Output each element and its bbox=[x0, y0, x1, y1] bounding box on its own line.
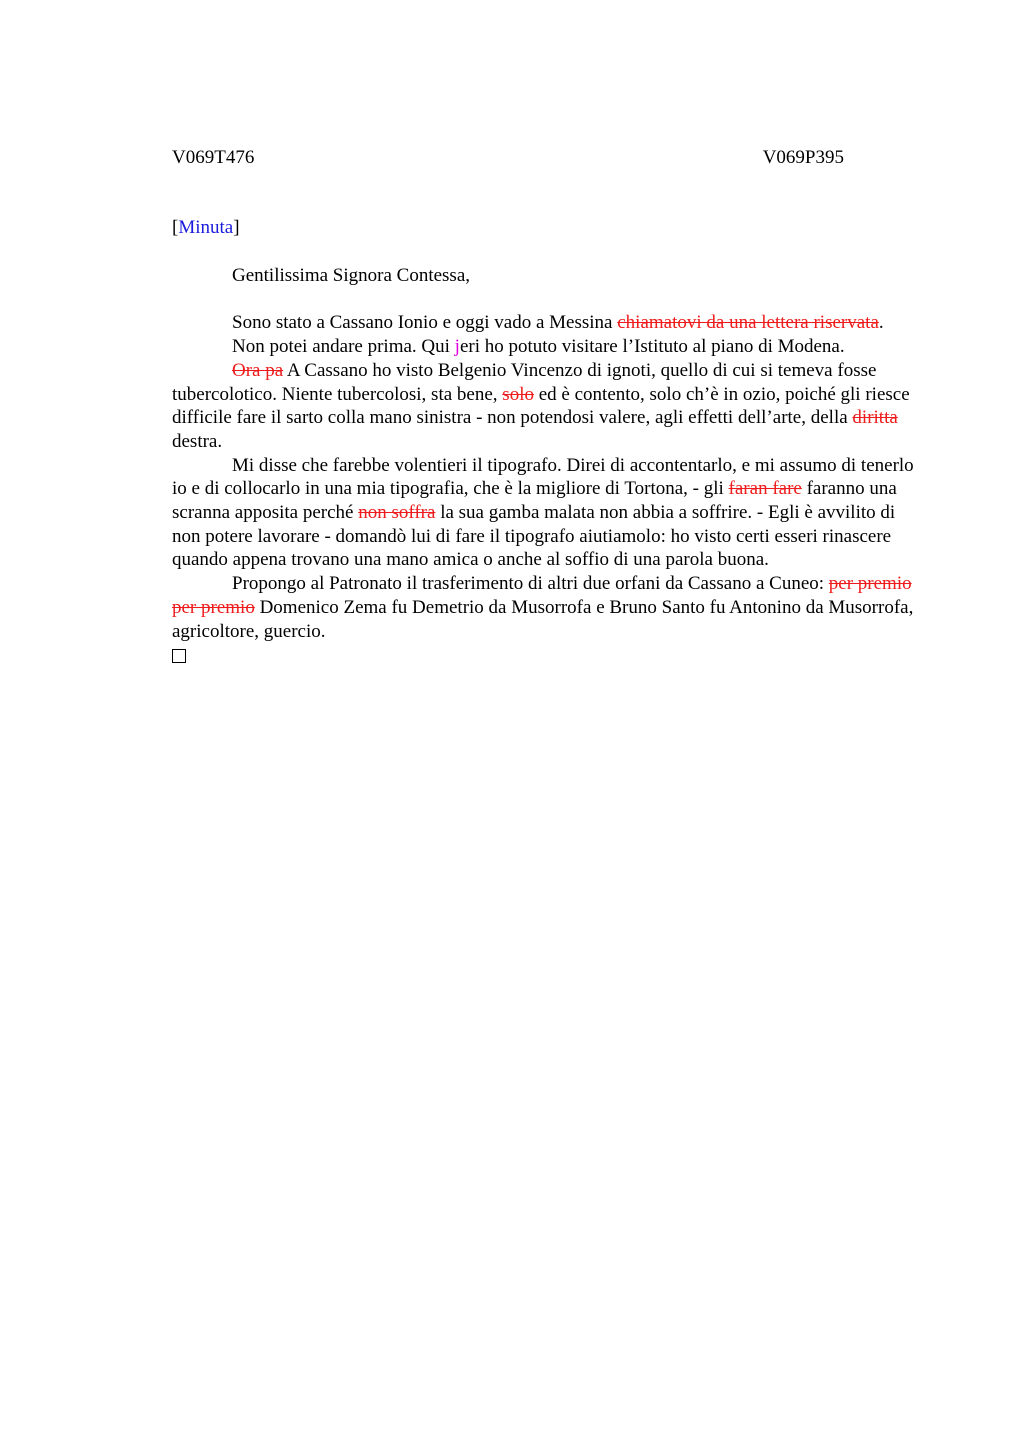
deleted-text: faran fare bbox=[728, 478, 802, 500]
paragraph-4 bbox=[172, 454, 924, 573]
deleted-text: chiamatovi da una lettera riservata bbox=[617, 312, 879, 334]
paragraph-text: eri ho potuto visitare l’Istituto al piano di Modena. bbox=[459, 336, 845, 358]
inserted-letter: j bbox=[454, 336, 460, 358]
paragraph-text: Non potei andare prima. Qui bbox=[232, 336, 455, 358]
label-minuta: Minuta bbox=[178, 217, 234, 238]
paragraph-5 bbox=[172, 572, 924, 643]
end-marker-line bbox=[172, 643, 924, 670]
deleted-text: non soffra bbox=[358, 502, 436, 524]
paragraph-3 bbox=[172, 359, 924, 454]
volume-page-code: V069P395 bbox=[762, 147, 844, 168]
label-close-bracket: ] bbox=[233, 217, 240, 238]
empty-square-icon bbox=[172, 649, 186, 663]
paragraph-text: destra. bbox=[172, 430, 223, 452]
paragraph-text: . bbox=[878, 312, 884, 334]
deleted-text: solo bbox=[502, 383, 534, 405]
document-header bbox=[172, 146, 844, 172]
salutation: Gentilissima Signora Contessa, bbox=[232, 264, 471, 286]
paragraph-text: A Cassano ho visto Belgenio Vincenzo di ignoti, quello di cui si temeva fosse tubercolotico. Niente tubercolosi, sta bene, bbox=[172, 359, 877, 405]
deleted-text: Ora pa bbox=[232, 359, 284, 381]
paragraph-text: faranno una scranna apposita perché bbox=[172, 478, 897, 524]
paragraph-text: Propongo al Patronato il trasferimento di altri due orfani da Cassano a Cuneo: bbox=[232, 573, 829, 595]
paragraph-text: la sua gamba malata non abbia a soffrire. - Egli è avvilito di non potere lavorare - domandò lui di fare il tipografo aiutiamolo: ho visto certi esseri rinascere quando appena trovano una mano amica o anche al soffio di una parola buona. bbox=[172, 502, 896, 571]
deleted-text: per premio per premio bbox=[172, 573, 912, 618]
paragraph-1 bbox=[172, 311, 924, 335]
document-type-label bbox=[172, 216, 924, 240]
paragraph-text: Domenico Zema fu Demetrio da Musorrofa e Bruno Santo fu Antonino da Musorrofa, agricoltore, guercio. bbox=[172, 596, 914, 642]
volume-text-code: V069T476 bbox=[172, 147, 255, 168]
paragraph-2 bbox=[172, 335, 924, 359]
paragraph-text: Mi disse che farebbe volentieri il tipografo. Direi di accontentarlo, e mi assumo di tenerlo io e di collocarlo in una mia tipografia, che è la migliore di Tortona, - gli bbox=[172, 454, 914, 500]
paragraph-text: ed è contento, solo ch’è in ozio, poiché gli riesce difficile fare il sarto colla mano sinistra - non potendosi valere, agli effetti dell’arte, della bbox=[172, 383, 910, 429]
letter-body bbox=[172, 216, 924, 670]
deleted-text: diritta bbox=[852, 407, 898, 429]
paragraph-text: Sono stato a Cassano Ionio e oggi vado a Messina bbox=[232, 312, 618, 334]
label-open-bracket: [ bbox=[172, 217, 179, 238]
